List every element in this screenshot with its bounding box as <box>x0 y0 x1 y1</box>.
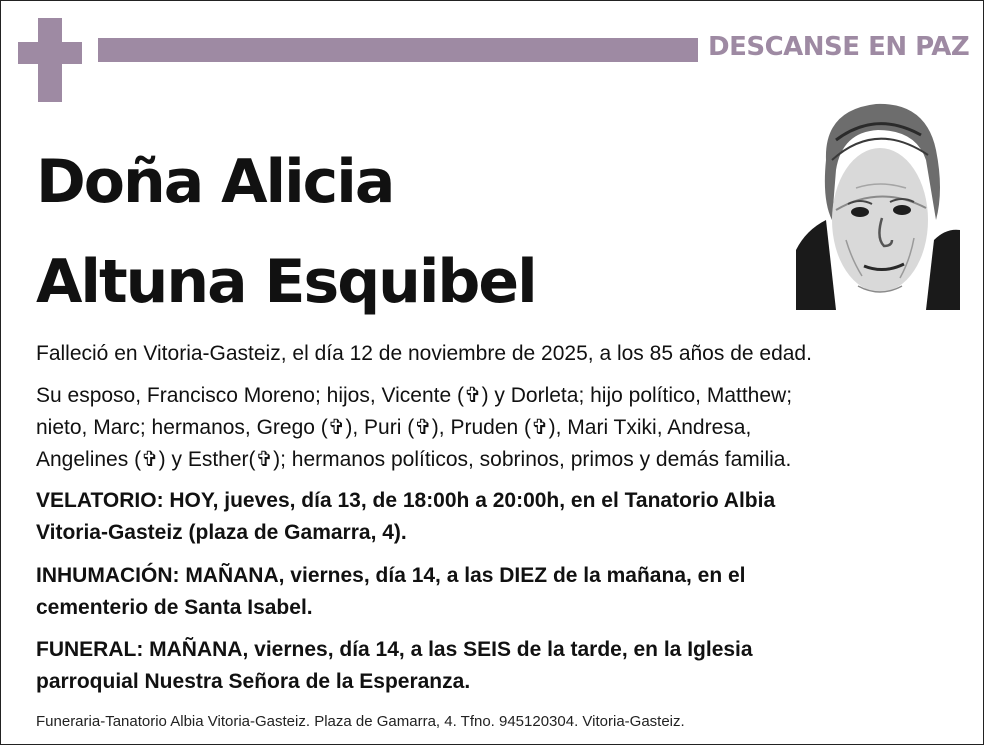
footer-text: Funeraria-Tanatorio Albia Vitoria-Gasteiz. Plaza de Gamarra, 4. Tfno. 945120304. Vitoria-Gasteiz. <box>36 713 685 730</box>
velatorio-line-1: VELATORIO: HOY, jueves, día 13, de 18:00h a 20:00h, en el Tanatorio Albia <box>36 489 776 512</box>
funeral-line-1: FUNERAL: MAÑANA, viernes, día 14, a las SEIS de la tarde, en la Iglesia <box>36 638 753 661</box>
name-line-1: Doña Alicia <box>36 147 394 217</box>
portrait-photo <box>796 100 960 310</box>
velatorio-line-2: Vitoria-Gasteiz (plaza de Gamarra, 4). <box>36 521 407 544</box>
header-bar <box>98 38 698 62</box>
funeral-line-2: parroquial Nuestra Señora de la Esperanza. <box>36 670 471 693</box>
family-line-1: Su esposo, Francisco Moreno; hijos, Vicente (✞) y Dorleta; hijo político, Matthew; <box>36 384 793 407</box>
name-line-2: Altuna Esquibel <box>36 247 536 317</box>
death-line: Falleció en Vitoria-Gasteiz, el día 12 de noviembre de 2025, a los 85 años de edad. <box>36 342 812 365</box>
cross-icon <box>18 18 82 102</box>
family-line-2: nieto, Marc; hermanos, Grego (✞), Puri (✞), Pruden (✞), Mari Txiki, Andresa, <box>36 416 752 439</box>
inhumacion-line-2: cementerio de Santa Isabel. <box>36 596 313 619</box>
headline: DESCANSE EN PAZ <box>708 32 970 62</box>
family-line-3: Angelines (✞) y Esther(✞); hermanos políticos, sobrinos, primos y demás familia. <box>36 448 792 471</box>
deceased-name <box>36 132 536 332</box>
inhumacion-line-1: INHUMACIÓN: MAÑANA, viernes, día 14, a las DIEZ de la mañana, en el <box>36 564 746 587</box>
